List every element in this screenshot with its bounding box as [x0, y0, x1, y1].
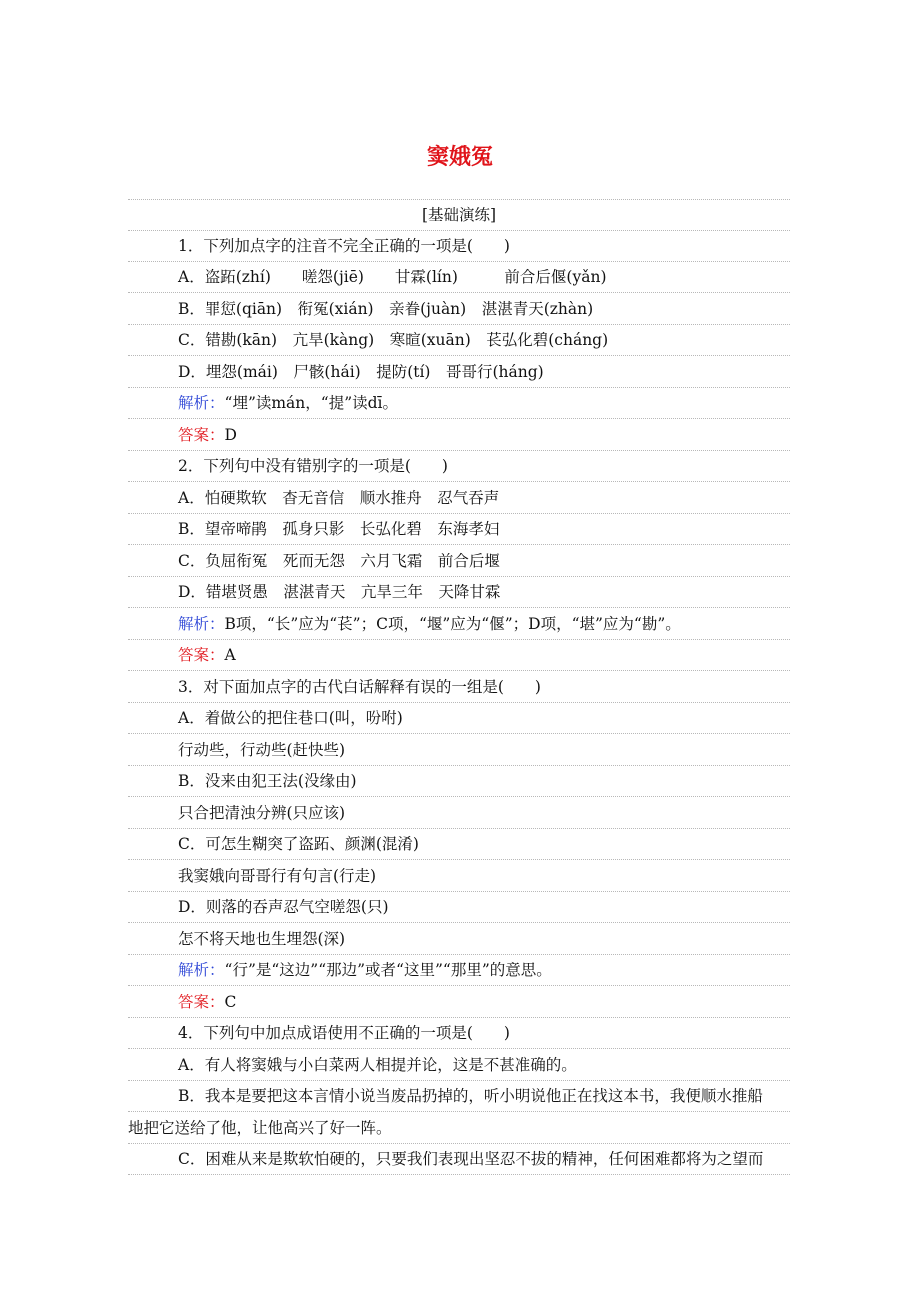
- q1-option-c: C．错勘(kān) 亢旱(kàng) 寒暄(xuān) 苌弘化碧(cháng): [178, 331, 609, 349]
- q2-option-a-row: [128, 482, 790, 514]
- q3-option-d1-row: [128, 891, 790, 923]
- analysis-label: 解析：: [178, 961, 225, 979]
- q4-option-c1-row: [128, 1143, 790, 1175]
- q3-option-b1-row: [128, 765, 790, 797]
- q3-option-b-line2: 只合把清浊分辨(只应该): [178, 804, 346, 822]
- q3-analysis-row: [128, 954, 790, 986]
- q4-stem-row: [128, 1017, 790, 1049]
- analysis-text: B项，“长”应为“苌”；C项，“堰”应为“偃”；D项，“堪”应为“勘”。: [224, 615, 681, 633]
- q4-option-b1-row: [128, 1080, 790, 1112]
- answer-text: A: [224, 646, 236, 664]
- answer-label: 答案：: [178, 646, 225, 664]
- q3-analysis: [178, 961, 552, 979]
- q3-option-b-line1: B．没来由犯王法(没缘由): [178, 772, 357, 790]
- q3-option-c1-row: [128, 828, 790, 860]
- analysis-label: 解析：: [178, 394, 225, 412]
- analysis-text: “埋”读mán，“提”读dī。: [224, 394, 399, 412]
- q2-option-b-row: [128, 513, 790, 545]
- rule-line: [128, 168, 790, 200]
- q2-stem-row: [128, 450, 790, 482]
- analysis-label: 解析：: [178, 615, 225, 633]
- page-title: 窦娥冤: [426, 145, 493, 170]
- q1-option-a: A．盗跖(zhí) 嗟怨(jiē) 甘霖(lín) 前合后偃(yǎn): [178, 268, 607, 286]
- q2-analysis: [178, 615, 681, 633]
- q4-option-a: A．有人将窦娥与小白菜两人相提并论，这是不甚准确的。: [178, 1056, 577, 1074]
- q3-option-a-line1: A．着做公的把住巷口(叫，吩咐): [178, 709, 403, 727]
- q3-stem: 3．对下面加点字的古代白话解释有误的一组是( ): [178, 678, 541, 696]
- q2-analysis-row: [128, 608, 790, 640]
- q3-option-c2-row: [128, 860, 790, 892]
- q1-stem: 1．下列加点字的注音不完全正确的一项是( ): [178, 237, 510, 255]
- q3-option-c-line1: C．可怎生糊突了盗跖、颜渊(混淆): [178, 835, 419, 853]
- q3-option-d-line1: D．则落的吞声忍气空嗟怨(只): [178, 898, 389, 916]
- q1-stem-row: [128, 230, 790, 262]
- q2-option-d: D．错堪贤愚 湛湛青天 亢旱三年 天降甘霖: [178, 583, 501, 601]
- q1-option-d-row: [128, 356, 790, 388]
- q4-option-b2-row: [128, 1112, 790, 1144]
- answer-text: C: [224, 993, 237, 1011]
- q3-option-d-line2: 怎不将天地也生埋怨(深): [178, 930, 346, 948]
- q1-option-a-row: [128, 261, 790, 293]
- q2-option-c-row: [128, 545, 790, 577]
- q3-answer: [178, 993, 236, 1011]
- q1-option-b: B．罪愆(qiān) 衔冤(xián) 亲眷(juàn) 湛湛青天(zhàn): [178, 300, 594, 318]
- q4-option-a-row: [128, 1049, 790, 1081]
- q2-option-b: B．望帝啼鹃 孤身只影 长弘化碧 东海孝妇: [178, 520, 500, 538]
- q1-analysis-row: [128, 387, 790, 419]
- q1-option-b-row: [128, 293, 790, 325]
- q4-option-c-line1: C．困难从来是欺软怕硬的，只要我们表现出坚忍不拔的精神，任何困难都将为之望而: [178, 1150, 764, 1168]
- answer-text: D: [224, 426, 237, 444]
- q2-stem: 2．下列句中没有错别字的一项是( ): [178, 457, 448, 475]
- q2-option-c: C．负屈衔冤 死而无怨 六月飞霜 前合后堰: [178, 552, 500, 570]
- q4-option-b-line2: 地把它送给了他，让他高兴了好一阵。: [128, 1119, 392, 1137]
- analysis-text: “行”是“这边”“那边”或者“这里”“那里”的意思。: [224, 961, 552, 979]
- q3-option-b2-row: [128, 797, 790, 829]
- q3-option-a2-row: [128, 734, 790, 766]
- q3-option-a1-row: [128, 702, 790, 734]
- q1-answer: [178, 426, 237, 444]
- q3-stem-row: [128, 671, 790, 703]
- q2-option-d-row: [128, 576, 790, 608]
- q2-answer: [178, 646, 236, 664]
- q1-option-c-row: [128, 324, 790, 356]
- q3-option-c-line2: 我窦娥向哥哥行有句言(行走): [178, 867, 377, 885]
- q4-option-b-line1: B．我本是要把这本言情小说当废品扔掉的，听小明说他正在找这本书，我便顺水推船: [178, 1087, 763, 1105]
- q1-answer-row: [128, 419, 790, 451]
- answer-label: 答案：: [178, 426, 225, 444]
- q1-analysis: [178, 394, 398, 412]
- q4-stem: 4．下列句中加点成语使用不正确的一项是( ): [178, 1024, 510, 1042]
- q2-answer-row: [128, 639, 790, 671]
- q1-option-d: D．埋怨(mái) 尸骸(hái) 提防(tí) 哥哥行(háng): [178, 363, 544, 381]
- q3-answer-row: [128, 986, 790, 1018]
- section-heading-row: [128, 199, 790, 231]
- section-heading: [基础演练]: [421, 206, 497, 224]
- q3-option-a-line2: 行动些，行动些(赶快些): [178, 741, 346, 759]
- q3-option-d2-row: [128, 923, 790, 955]
- answer-label: 答案：: [178, 993, 225, 1011]
- q2-option-a: A．怕硬欺软 杳无音信 顺水推舟 忍气吞声: [178, 489, 500, 507]
